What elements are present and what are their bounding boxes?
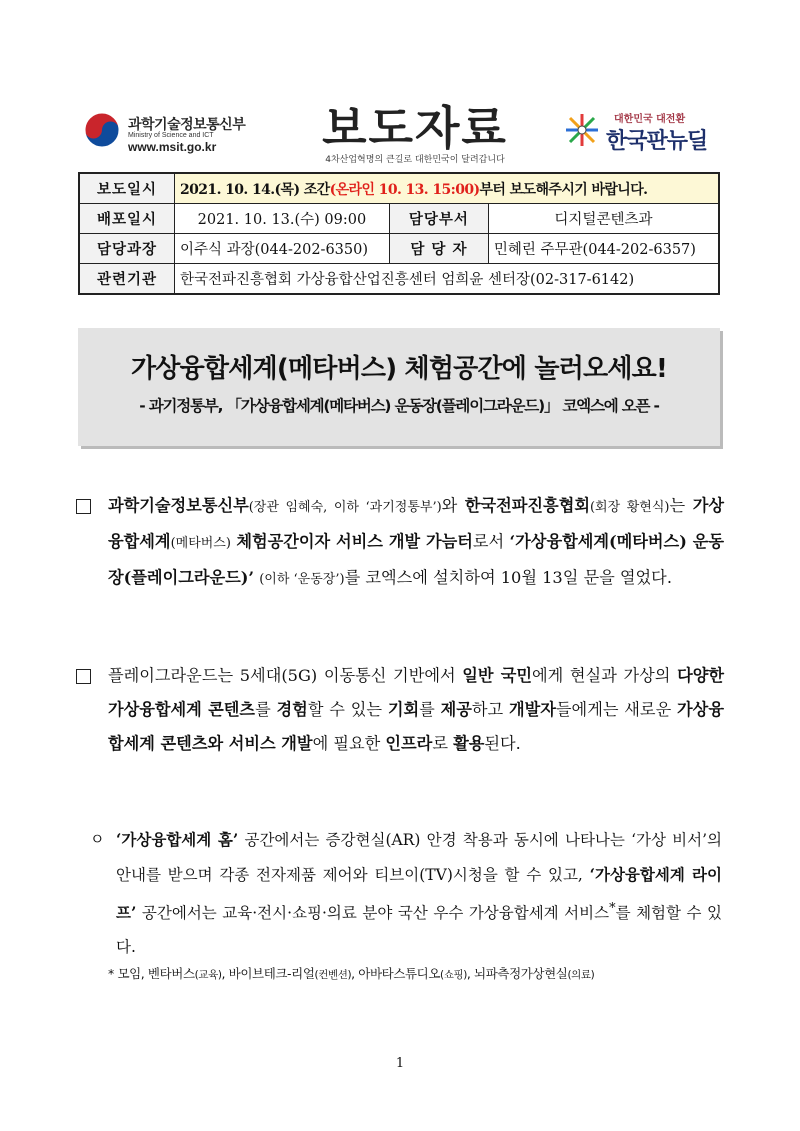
distribution-label: 배포일시 [79,204,175,234]
p2-bold-6: 개발자 [509,700,556,719]
footnote-item-1-category: (교육) [194,969,222,981]
headline-title: 가상융합세계(메타버스) 체험공간에 놀러오세요! [130,354,668,384]
ministry-logo [84,108,274,156]
contact-label: 담 당 자 [389,234,488,264]
checkbox-square-icon [76,669,91,684]
p1-ministry: 과학기술정보통신부 [108,496,249,515]
distribution-row [79,204,719,234]
press-info-table [78,172,720,295]
p1-experience-space: 체험공간이자 서비스 개발 가늠터 [236,532,473,551]
footnote-item-3-category: (쇼핑) [440,969,467,981]
p2-text-6: 하고 [471,700,509,719]
footnote-item-4: , 뇌파측정가상현실 [466,966,568,981]
p1-playground-note: (이하 ‘운동장’) [259,572,345,587]
p2-bold-5: 제공 [440,700,472,719]
manager-value: 이주식 과장(044-202-6350) [175,234,390,264]
footnote-item-4-category: (의료) [567,969,595,981]
p1-subject: 는 [669,496,693,515]
new-deal-name: 한국판뉴딜 [606,129,708,154]
bullet-text-1: 공간에서는 증강현실(AR) 안경 착용과 동시에 나타나는 ‘가상 비서’의 안내를 받으며 각종 전자제품 제어와 티브이(TV)시청을 할 수 있고, [116,831,722,884]
ministry-url: www.msit.go.kr [128,140,217,154]
release-date-row [79,173,719,204]
p1-ministry-note: (장관 임혜숙, 이하 ‘과기정통부’) [248,500,442,515]
bullet-mark: ㅇ [90,830,105,848]
paragraph-1-text [108,489,724,597]
p2-text-1: 플레이그라운드는 5세대(5G) 이동통신 기반에서 [108,666,463,685]
bullet-item [90,823,722,964]
p1-as: 로서 [472,532,510,551]
bullet-home-space: ‘가상융합세계 홈’ [116,830,239,849]
new-deal-tagline: 대한민국 대전환 [614,114,686,125]
bullet-text [116,823,722,964]
distribution-value: 2021. 10. 13.(수) 09:00 [175,204,390,234]
footnote-item-3: , 아바타스튜디오 [351,966,441,981]
footnote-item-2: , 바이브테크-리얼 [221,966,315,981]
press-release-slogan: 4차산업혁명의 큰길로 대한민국이 달려갑니다 [325,155,505,165]
related-org-label: 관련기관 [79,264,175,295]
new-deal-star-icon [562,110,602,150]
related-org-value: 한국전파진흥협회 가상융합산업진흥센터 엄희윤 센터장(02-317-6142) [175,264,720,295]
ministry-name-en: Ministry of Science and ICT [128,132,214,139]
p2-bold-9: 활용 [453,734,485,753]
p1-playground-name: ‘가상융합세계(메타버스) 운동장(플레이그라운드)’ [108,532,724,587]
p2-text-2: 에게 현실과 가상의 [531,666,678,685]
p2-bold-3: 경험 [276,700,308,719]
p1-association-note: (회장 황현식) [589,500,670,515]
p2-text-4: 할 수 있는 [307,700,388,719]
p2-text-9: 로 [432,734,454,753]
p2-bold-4: 기회 [387,700,420,719]
footnote-star: * [108,966,118,981]
release-date-label: 보도일시 [79,173,175,204]
paragraph-2 [76,659,724,761]
taegeuk-emblem-icon [84,112,120,148]
release-online-time: (온라인 10. 13. 15:00) [329,181,480,198]
bullet-text-2: 공간에서는 교육·전시·쇼핑·의료 분야 국산 우수 가상융합세계 서비스 [136,904,610,923]
paragraph-1 [76,489,724,597]
press-release-title: 보도자료 [322,101,508,155]
footnote [108,964,594,982]
p2-bold-8: 인프라 [385,734,433,753]
contact-value: 민혜린 주무관(044-202-6357) [488,234,719,264]
bullet-footnote-mark: * [609,901,616,916]
release-date-value [175,173,720,204]
p2-text-3: 를 [255,700,277,719]
p1-and: 와 [441,496,465,515]
release-date-text: 2021. 10. 14.(목) 조간 [180,181,330,198]
p1-association: 한국전파진흥협회 [464,496,590,515]
p2-bold-1: 일반 국민 [462,666,532,685]
paragraph-2-text [108,659,724,761]
bullet-text-3: 를 체험할 수 있다. [116,904,722,956]
related-org-row [79,264,719,295]
footnote-item-1: 모임, 벤타버스 [117,966,195,981]
headline-subtitle: - 과기정통부, 「가상융합세계(메타버스) 운동장(플레이그라운드)」 코엑스에 오픈 - [139,397,659,415]
p2-text-8: 에 필요한 [312,734,386,753]
p1-metaverse-note: (메타버스) [170,536,231,551]
p2-text-5: 를 [419,700,441,719]
release-date-suffix: 부터 보도해주시기 바랍니다. [479,181,648,198]
p2-text-7: 들에게는 새로운 [555,700,678,719]
headline-box [78,328,720,446]
manager-row [79,234,719,264]
department-value: 디지털콘텐츠과 [488,204,719,234]
ministry-name: 과학기술정보통신부 [128,117,246,133]
korean-new-deal-logo [562,106,722,156]
p2-bold-7: 가상융합세계 콘텐츠와 서비스 개발 [108,700,724,753]
p1-metaverse: 가상융합세계 [108,496,724,551]
footnote-item-2-category: (컨벤션) [314,969,352,981]
p2-text-10: 된다. [484,734,521,753]
manager-label: 담당과장 [79,234,175,264]
p2-bold-2: 다양한 가상융합세계 콘텐츠 [108,666,724,719]
bullet-life-space: ‘가상융합세계 라이프’ [116,864,722,923]
page-number: 1 [395,1056,405,1071]
department-label: 담당부서 [389,204,488,234]
checkbox-square-icon [76,499,91,514]
p1-opening: 를 코엑스에 설치하여 10월 13일 문을 열었다. [344,568,672,587]
